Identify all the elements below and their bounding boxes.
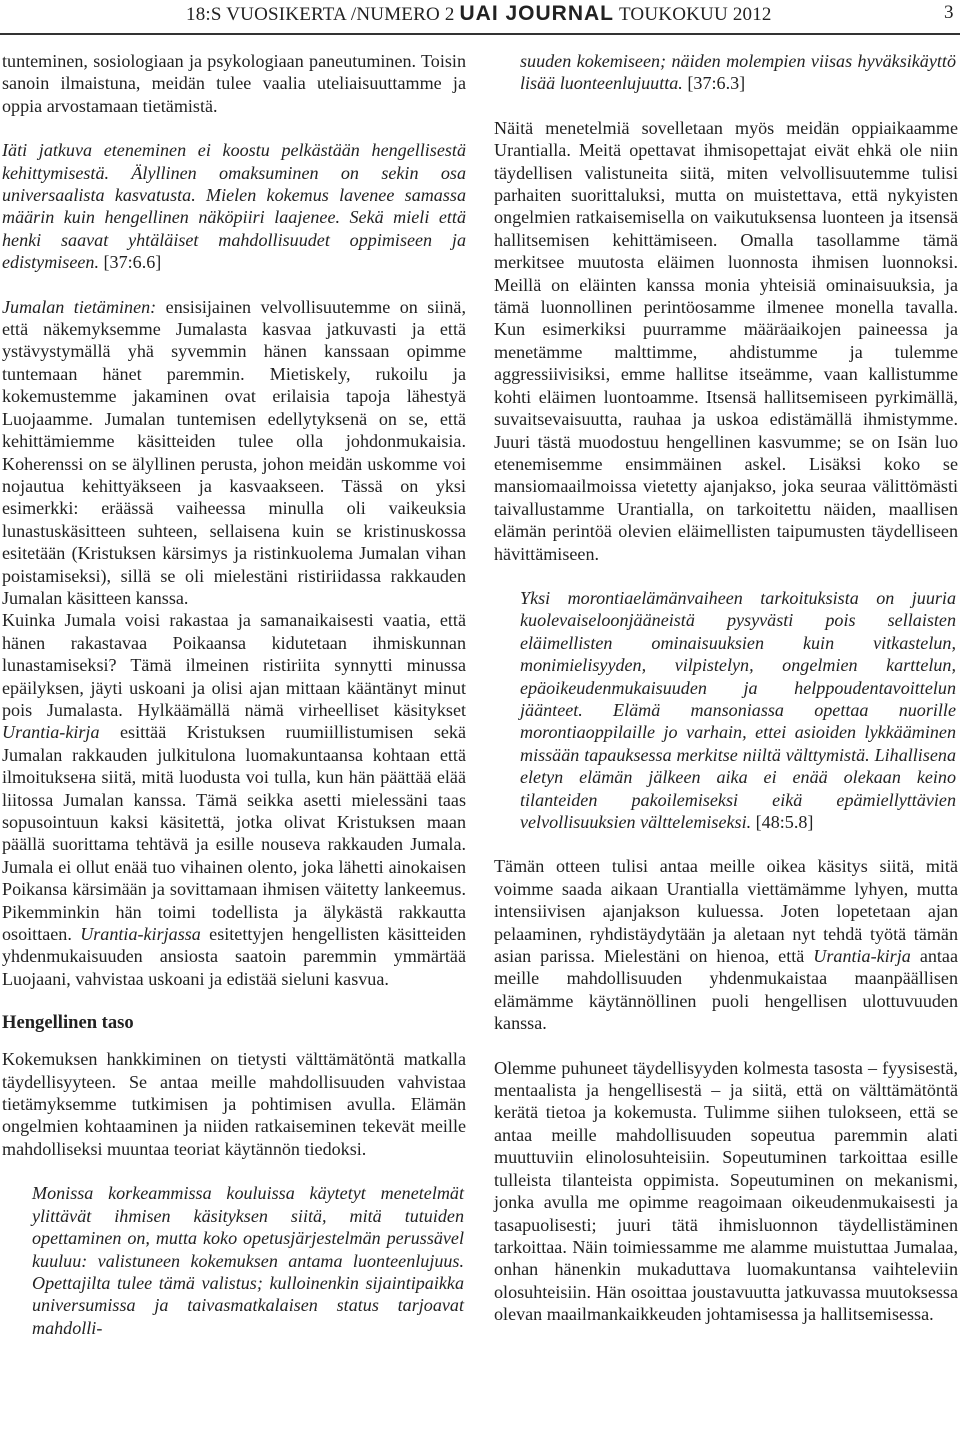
- section-heading: Hengellinen taso: [2, 1012, 134, 1034]
- quote-reference: [37:6.6]: [103, 252, 162, 273]
- quote-block: [494, 587, 958, 833]
- left-column: [2, 50, 466, 1339]
- paragraph: Kokemuksen hankkiminen on tietysti välttämätöntä matkalla täydellisyyteen. Se antaa meille mahdollisuuden vahvistaa tietämyksemme tutkimisen ja pohtimisen avulla. Elämän ongelmien kohtaaminen ja niiden ratkaiseminen tekevät meille mahdolliseksi muuntaa teoriat käytännön tiedoksi.: [2, 1049, 466, 1159]
- paragraph: Tämän otteen tulisi antaa meille oikea käsitys siitä, mitä voimme saada aikaan Urantialla viettämämme lyhyen, mutta intensiivisen ajanjakson kuluessa. Joten lopetetaan ajan pelaaminen, ryhdistäydytään ja aletaan nyt tehdä työtä tämän asian parissa. Mielestäni on hienoa, että Urantia-kirja antaa meille mahdollisuuden yhdenmukaistaa maanpäällisen elämämme käytännöllinen puoli hengellisen ulottuvuuden kanssa.: [494, 856, 958, 1034]
- issue-label: 18:S VUOSIKERTA /NUMERO 2: [186, 4, 455, 25]
- paragraph: [2, 296, 466, 610]
- paragraph: tuntеminen, sosiologiaan ja psykologiaan paneutuminen. Toisin sanoin ilmaistuna, meidän tulee vaalia uteliaisuuttamme ja oppia arvostamaan tietämistä.: [2, 51, 466, 116]
- quote-reference: [37:6.3]: [687, 73, 746, 94]
- paragraph: Näitä menetelmiä sovelletaan myös meidän oppiaikaamme Urantialla. Meitä opettavat ihmisopettajat eivät ehkä ole niin täydellisen valistuneita siitä, miten velvollisuutemme tulisi parhaiten suorittaluksi, mutta on muistettava, että nykyisten ongelmien ratkaisemisella on vaikutuksensa luonteen ja itsensä hallitsemisen kehittämiseen. Omalla tasollamme tämä merkitsee muutosta eläimen luonnosta ihmisen luonnoksi. Meillä on eläinten kanssa monia yhteisiä ominaisuuksia, ja tämä luonnollinen perintöosamme ilmenee monella tavalla. Kun esimerkiksi puurramme määräaikojen paineessa ja menetämme malttimme, ahdistumme ja tulemme aggressiivisiksi, emme hallitse itseämme, vaan kallistumme kohti eläimen luontoamme. Itsensä hallitsemiseen pyrkimällä, suvaitsevaisuutta, rauhaa ja uskoa edistämällä ihmistymme. Juuri tästä muodostuu hengellinen kasvumme; se on Isän luo etenemisemme ensimmäinen askel. Lisäksi koko se mansiomaailmoissa vietetty ajanjakso, joka seuraa välittömästi taivallustamme Urantialla, on tarkoitettu näiden, maallisen elämän perintöä olevien eläimellisten taipumusten täydelliseen hävittämiseen.: [494, 117, 958, 564]
- right-column: [494, 50, 958, 1326]
- paragraph-text: ensisijainen velvollisuutemme on siinä, että näkemyksemme Jumalasta kasvaa jatkuvasti ja että ystävystymällä yhä syvemmin hänen kanssaan opimme tuntemaan hänet paremmin. Mietiskely, rukoilu ja kokemustemme jakaminen ovat erilaisia tapoja lähestyä Luojaamme. Jumalan tuntemisen edellytyksenä on se, että kehittämiemme käsitteiden tulee olla johdonmukaisia. Koherenssi on se älyllinen perusta, johon meidän uskomme voi nojautua kehittyäkseen ja kasvaakseen. Tässä on yksi esimerkki: eräässä vaiheessa minulla oli vaikeuksia lunastuskäsitteen suhteen, sellaisena kuin se kristinuskossa esitetään (Kristuksen kärsimys ja ristinkuolema Jumalan vihan poistamiseksi), sillä se oli mielestäni ristiriidassa rakkauden Jumalan käsitteen kanssa.: [2, 296, 466, 608]
- quote-text: Iäti jatkuva eteneminen ei koostu pelkästään hengellisestä kehittymisestä. Älyllinen omaksuminen on sekin osa universaalista kasvatusta. Mielen kokemus lavenee samassa määrin kuin hengellinen näköpiiri laajenee. Sekä mieli että henki saavat yhtäläiset mahdollisuudet oppimiseen ja edistymiseen.: [2, 140, 466, 273]
- page-number: 3: [944, 2, 954, 23]
- book-title: Urantia-kirja: [2, 722, 100, 743]
- quote-reference: [48:5.8]: [755, 812, 814, 832]
- issue-date: TOUKOKUU 2012: [618, 4, 772, 25]
- book-title: Urantia-kirjassa: [80, 924, 201, 945]
- header-title: [186, 2, 772, 26]
- quote-text: Yksi morontiaelämänvaiheen tarkoituksista on juuria kuolevaiseloonjääneistä pysyvästi pois sellaisten eläimellisten ominaisuuksien kuin vitkastelun, monimielisyyden, vilpistelyn, ongelmien karttelun, epäoikeudenmukaisuuden ja helppoudentavoittelun jäänteet. Elämä mansoniassa opettaa nuorille morontiaoppilaille jo varhain, ettei asioiden lykkääminen missään tapauksessa merkitse niiltä välttymistä. Lihallisena eletyn elämän jälkeen aika ei enää olekaan keino tilanteiden pakoilemiseksi eikä epämiellyttävien velvollisuuksien välttelemiseksi.: [520, 587, 956, 832]
- magazine-name: UAI JOURNAL: [459, 2, 615, 25]
- book-title: Urantia-kirja: [813, 946, 911, 967]
- header-rule: [0, 33, 960, 35]
- lead-term: Jumalan tietäminen:: [2, 296, 157, 317]
- quote-block: [2, 139, 466, 273]
- quote-text: suuden kokemiseen; näiden molempien viisas hyväksikäyttö lisää luonteenlujuutta.: [520, 51, 956, 94]
- paragraph: Kuinka Jumala voisi rakastaa ja samanaikaisesti vaatia, että hänen rakastavaa Poikaansa kidutetaan ihmiskunnan lunastamiseksi? Tämä ilmeinen ristiriita synnytti minussa epäilyksen, jäyti uskoani ja olisi ajan mittaan kääntänyt minut pois Jumalasta. Hylkäämällä nämä virheelliset käsitykset Urantia-kirja esittää Kristuksen ruumiillistumisen sekä Jumalan rakkauden julkitulona luomakuntaansa kohtaan että ilmoitukseна siitä, mitä luodusta voi tulla, kun hän päättää elää liitossa Jumalan kanssa. Tämä seikka asetti mielessäni taas sopusointuun kaksi käsitettä, jotka olivat Kristuksen maan päällä suorittama tehtävä ja esille nousevа rakkauden Jumala. Jumala ei ollut enää tuo vihainen olento, joka lähetti ainokaisen Poikansa kärsimään ja sovittamaan ihmisen väitetty lankeemus. Pikemminkin hän toimi todellista ja älykästä rakkautta osoittaen. Urantia-kirjassa esitettyjen hengellisten käsitteiden yhdenmukaisuuden ansiosta saatoin paremmin ymmärtää Luojaani, vahvistaa uskoani ja edistää sieluni kasvua.: [2, 610, 466, 989]
- page-header: [0, 0, 960, 36]
- quote-block: Monissa korkeammissa kouluissa käytetyt menetelmät ylittävät ihmisen käsityksen siitä, mitä tutuiden opettaminen on, mutta koko opetusjärjestelmän perussävel kuuluu: valistuneen kokemuksen antama luonteenlujuus. Opettajilta tulee tämä valistus; kulloinenkin sijaintipaikka universumissa ja taivasmatkalaisen status tarjoavat mahdolli-: [32, 1183, 464, 1338]
- quote-block: [494, 50, 958, 95]
- paragraph: Olemme puhuneet täydellisyyden kolmesta tasosta – fyysisestä, mentaalista ja hengellisestä – ja siitä, että on välttämätöntä kerätä tietoa ja kokemusta. Tulimme siihen tulokseen, että se antaa meille mahdollisuuden sopeutua paremmin alati muuttuviin elinolosuhteisiin. Sopeutuminen tarkoittaa esille tulleista tilanteista oppimista. Sopeutuminen on mekanismi, jonka avulla me opimme reagoimaan oikeudenmukaisesti ja tasapuolisesti; juuri tätä ihmisluonnon täydellistäminen tarkoittaa. Näin toimiessamme me alamme muistuttaa Jumalaa, onhan hänenkin mukaduttava luomakuntansa vaihteleviin olosuhteisiin. Hän osoittaa joustavuutta jatkuvassa muutoksessa olevan maailmankaikkeuden johtamisessa ja hallitsemisessa.: [494, 1057, 958, 1325]
